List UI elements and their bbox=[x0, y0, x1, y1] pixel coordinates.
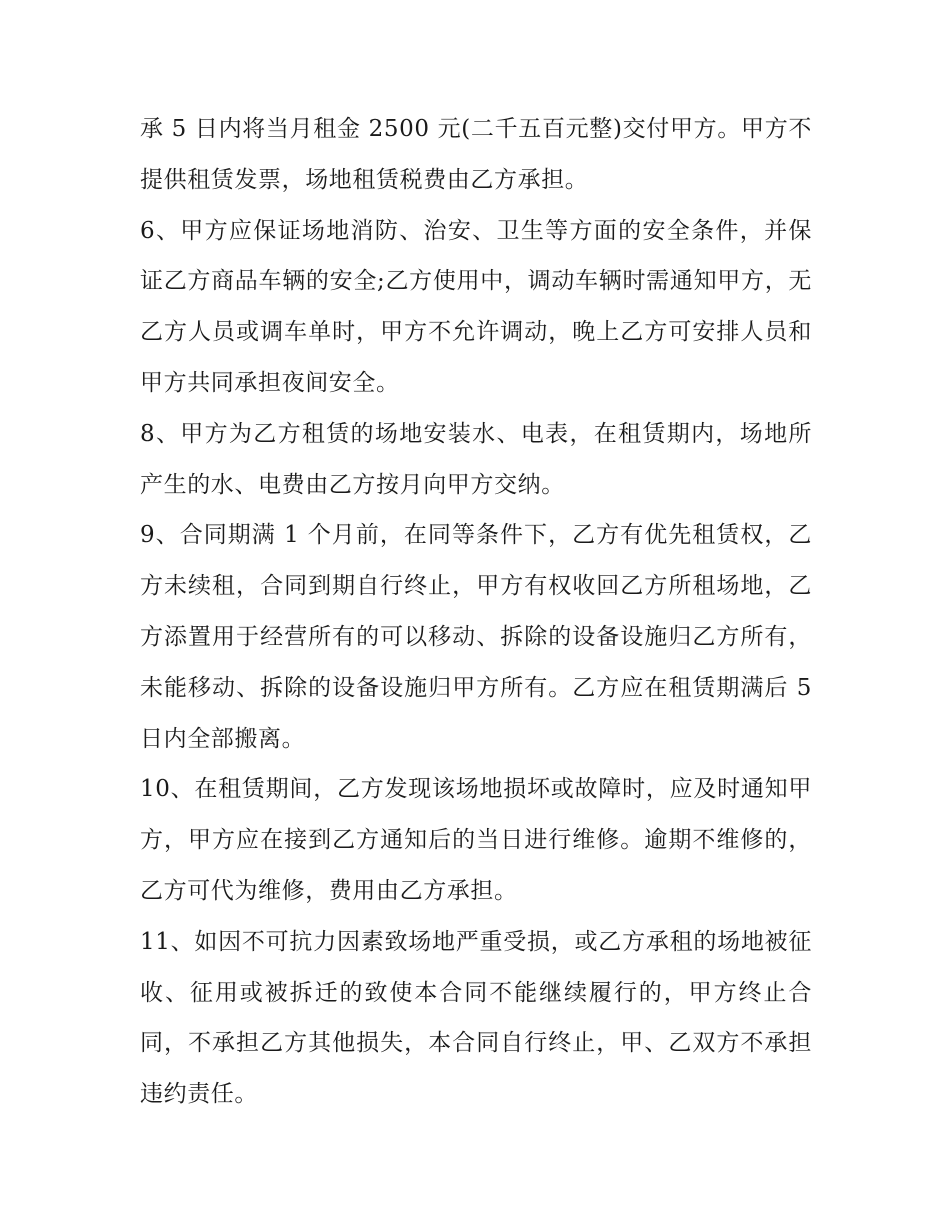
paragraph-rent-payment: 承 5 日内将当月租金 2500 元(二千五百元整)交付甲方。甲方不提供租赁发票，场地租赁税费由乙方承担。 bbox=[140, 116, 812, 193]
paragraph-clause-10: 10、在租赁期间，乙方发现该场地损坏或故障时，应及时通知甲方，甲方应在接到乙方通知后的当日进行维修。逾期不维修的，乙方可代为维修，费用由乙方承担。 bbox=[140, 776, 812, 904]
paragraph-clause-8: 8、甲方为乙方租赁的场地安装水、电表，在租赁期内，场地所产生的水、电费由乙方按月向甲方交纳。 bbox=[140, 420, 812, 498]
paragraph-clause-6: 6、甲方应保证场地消防、治安、卫生等方面的安全条件，并保证乙方商品车辆的安全;乙方使用中，调动车辆时需通知甲方，无乙方人员或调车单时，甲方不允许调动，晚上乙方可安排人员和甲方共同承担夜间安全。 bbox=[140, 217, 812, 396]
paragraph-clause-11: 11、如因不可抗力因素致场地严重受损，或乙方承租的场地被征收、征用或被拆迁的致使本合同不能继续履行的，甲方终止合同，不承担乙方其他损失，本合同自行终止，甲、乙双方不承担违约责任。 bbox=[140, 928, 812, 1108]
document-body bbox=[140, 104, 820, 1120]
paragraph-clause-9: 9、合同期满 1 个月前，在同等条件下，乙方有优先租赁权，乙方未续租，合同到期自行终止，甲方有权收回乙方所租场地，乙方添置用于经营所有的可以移动、拆除的设备设施归乙方所有，未能移动、拆除的设备设施归甲方所有。乙方应在租赁期满后 5 日内全部搬离。 bbox=[140, 522, 820, 752]
